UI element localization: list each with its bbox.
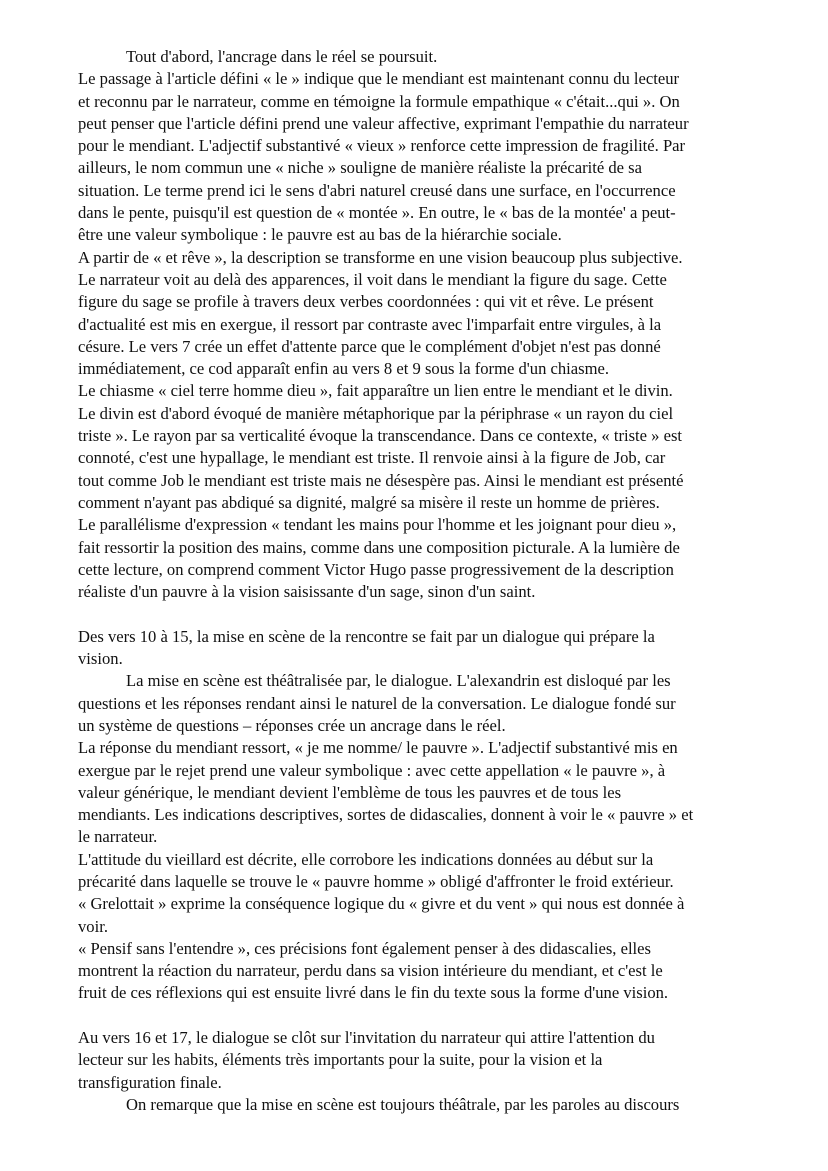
text-line: situation. Le terme prend ici le sens d'abri naturel creusé dans une surface, en l'occurrence xyxy=(78,180,676,200)
text-line: tout comme Job le mendiant est triste mais ne désespère pas. Ainsi le mendiant est présenté xyxy=(78,470,684,490)
text-line: fruit de ces réflexions qui est ensuite livré dans le fin du texte sous la forme d'une vision. xyxy=(78,983,669,1003)
text-line: comment n'ayant pas abdiqué sa dignité, malgré sa misère il reste un homme de prières. xyxy=(78,492,660,512)
text-line: triste ». Le rayon par sa verticalité évoque la transcendance. Dans ce contexte, « triste » est xyxy=(78,426,683,446)
text-line: mendiants. Les indications descriptives, sortes de didascalies, donnent à voir le « pauvre » et xyxy=(78,805,694,825)
text-line: le narrateur. xyxy=(78,827,158,847)
text-line: figure du sage se profile à travers deux verbes coordonnées : qui vit et rêve. Le présent xyxy=(78,292,654,312)
text-line: peut penser que l'article défini prend une valeur affective, exprimant l'empathie du narrateur xyxy=(78,113,689,133)
text-line: réaliste d'un pauvre à la vision saisissante d'un sage, sinon d'un saint. xyxy=(78,582,536,602)
text-line: questions et les réponses rendant ainsi le naturel de la conversation. Le dialogue fondé sur xyxy=(78,693,676,713)
text-line: voir. xyxy=(78,916,108,936)
text-line: pour le mendiant. L'adjectif substantivé « vieux » renforce cette impression de fragilité. Par xyxy=(78,136,686,156)
text-line: connoté, c'est une hypallage, le mendiant est triste. Il renvoie ainsi à la figure de Job, car xyxy=(78,448,666,468)
text-line: ailleurs, le nom commun une « niche » souligne de manière réaliste la précarité de sa xyxy=(78,158,642,178)
text-line: Le narrateur voit au delà des apparences, il voit dans le mendiant la figure du sage. Cette xyxy=(78,269,667,289)
text-line: et reconnu par le narrateur, comme en témoigne la formule empathique « c'était...qui ». On xyxy=(78,91,680,111)
text-line: un système de questions – réponses crée un ancrage dans le réel. xyxy=(78,715,506,735)
text-line: immédiatement, ce cod apparaît enfin au vers 8 et 9 sous la forme d'un chiasme. xyxy=(78,359,610,379)
text-line: cette lecture, on comprend comment Victor Hugo passe progressivement de la description xyxy=(78,559,674,579)
text-line: exergue par le rejet prend une valeur symbolique : avec cette appellation « le pauvre », à xyxy=(78,760,666,780)
paragraph-gap xyxy=(78,603,778,625)
text-line: Le divin est d'abord évoqué de manière métaphorique par la périphrase « un rayon du ciel xyxy=(78,403,674,423)
text-line: Au vers 16 et 17, le dialogue se clôt sur l'invitation du narrateur qui attire l'attention du xyxy=(78,1028,655,1048)
text-line: lecteur sur les habits, éléments très importants pour la suite, pour la vision et la xyxy=(78,1050,603,1070)
text-line: fait ressortir la position des mains, comme dans une composition picturale. A la lumière de xyxy=(78,537,680,557)
text-line: Tout d'abord, l'ancrage dans le réel se poursuit. xyxy=(126,47,438,66)
text-line: Le passage à l'article défini « le » indique que le mendiant est maintenant connu du lecteur xyxy=(78,69,680,89)
text-line: L'attitude du vieillard est décrite, elle corrobore les indications données au début sur la xyxy=(78,849,654,869)
text-line: césure. Le vers 7 crée un effet d'attente parce que le complément d'objet n'est pas donné xyxy=(78,336,661,356)
text-line: « Grelottait » exprime la conséquence logique du « givre et du vent » qui nous est donnée à xyxy=(78,894,685,914)
paragraph-gap xyxy=(78,1005,778,1027)
text-line: être une valeur symbolique : le pauvre est au bas de la hiérarchie sociale. xyxy=(78,225,562,245)
text-line: vision. xyxy=(78,649,123,669)
text-line: Des vers 10 à 15, la mise en scène de la rencontre se fait par un dialogue qui prépare la xyxy=(78,626,655,646)
text-line: valeur générique, le mendiant devient l'emblème de tous les pauvres et de tous les xyxy=(78,782,622,802)
text-line: La réponse du mendiant ressort, « je me nomme/ le pauvre ». L'adjectif substantivé mis en xyxy=(78,738,678,758)
text-line: A partir de « et rêve », la description se transforme en une vision beaucoup plus subjective. xyxy=(78,247,683,267)
text-line: La mise en scène est théâtralisée par, le dialogue. L'alexandrin est disloqué par les xyxy=(126,671,671,691)
text-line: « Pensif sans l'entendre », ces précisions font également penser à des didascalies, elles xyxy=(78,938,651,958)
text-line: montrent la réaction du narrateur, perdu dans sa vision intérieure du mendiant, et c'est le xyxy=(78,961,663,981)
text-line: Le parallélisme d'expression « tendant les mains pour l'homme et les joignant pour dieu », xyxy=(78,515,677,535)
document-page xyxy=(78,46,778,1116)
text-line: On remarque que la mise en scène est toujours théâtrale, par les paroles au discours xyxy=(126,1094,680,1114)
text-line: dans le pente, puisqu'il est question de « montée ». En outre, le « bas de la montée' a peut- xyxy=(78,203,676,223)
text-line: transfiguration finale. xyxy=(78,1072,222,1092)
text-line: d'actualité est mis en exergue, il ressort par contraste avec l'imparfait entre virgules, à la xyxy=(78,314,662,334)
text-line: Le chiasme « ciel terre homme dieu », fait apparaître un lien entre le mendiant et le divin. xyxy=(78,381,673,401)
text-line: précarité dans laquelle se trouve le « pauvre homme » obligé d'affronter le froid extérieur. xyxy=(78,871,674,891)
